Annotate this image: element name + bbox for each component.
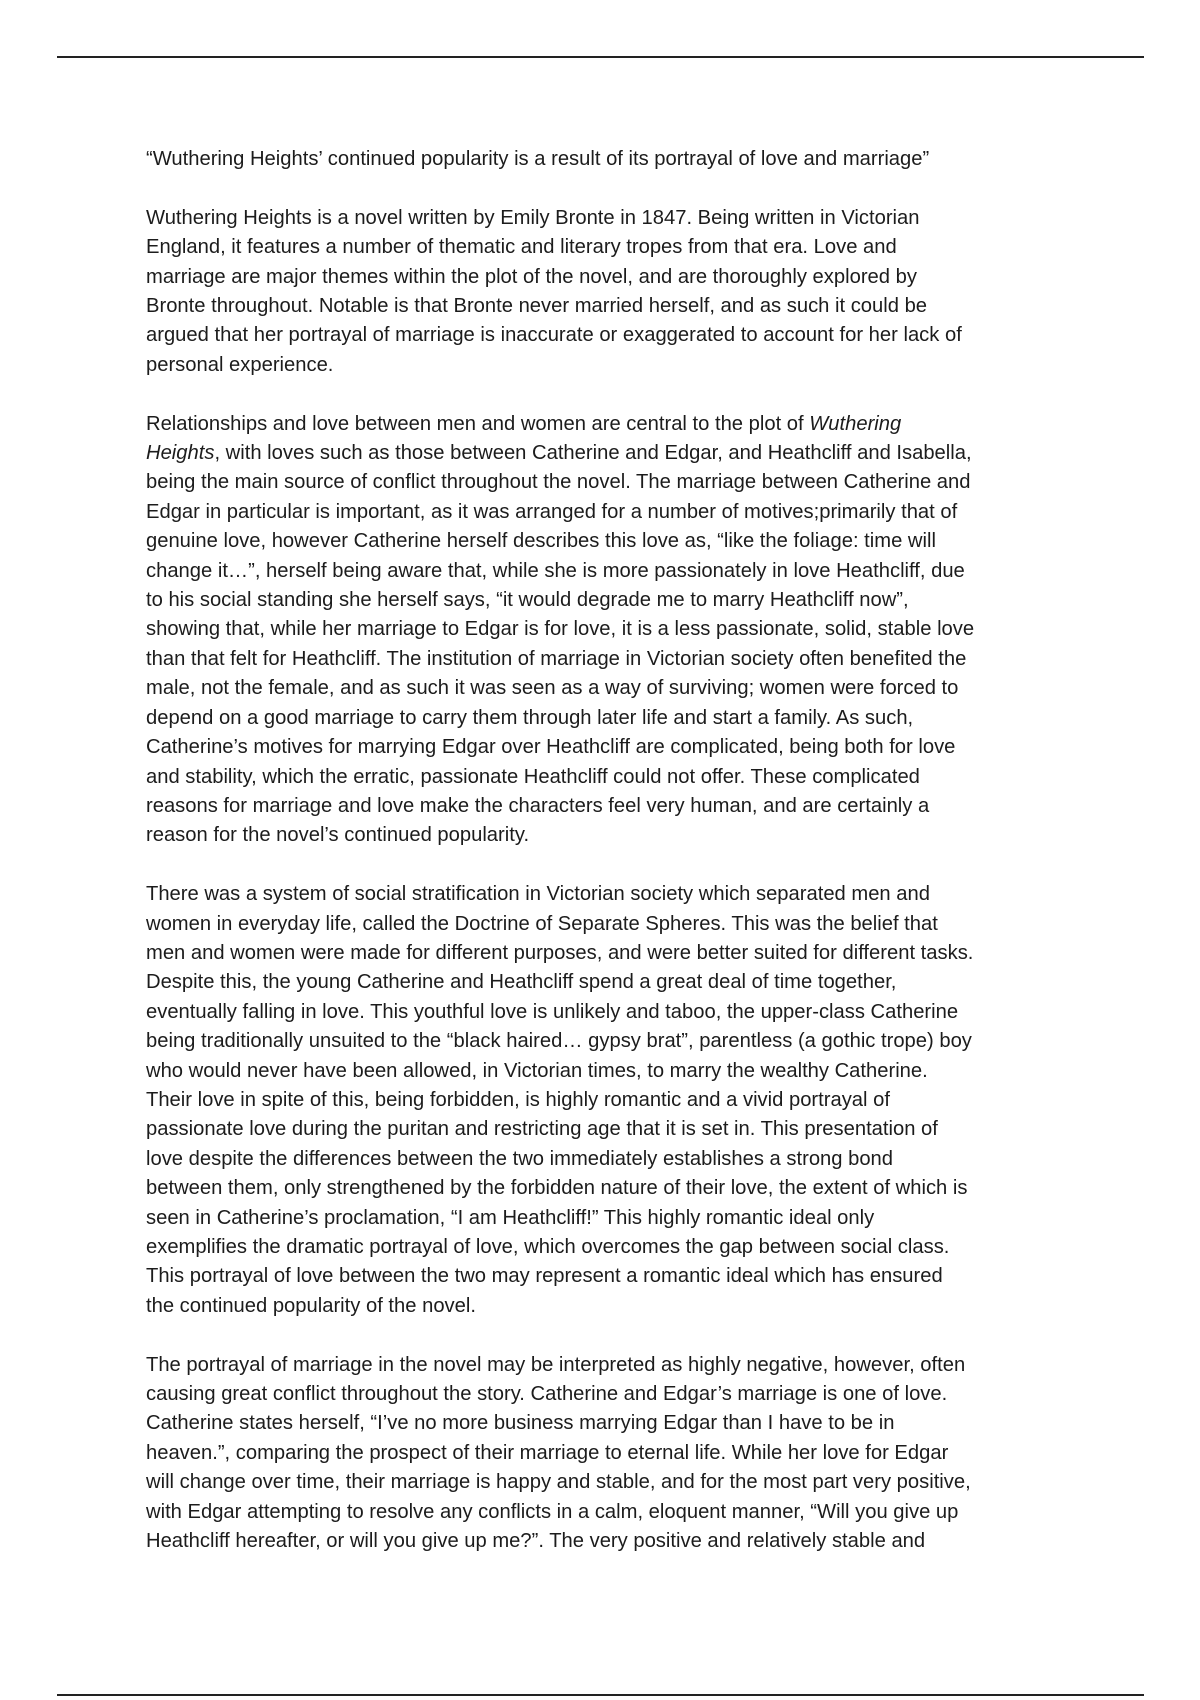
- paragraph-line: Wuthering Heights is a novel written by Emily Bronte in 1847. Being written in Victorian: [146, 206, 920, 229]
- paragraph-line: There was a system of social stratification in Victorian society which separated men and: [146, 883, 930, 906]
- paragraph-line: men and women were made for different purposes, and were better suited for different tasks.: [146, 941, 974, 964]
- paragraph-line: than that felt for Heathcliff. The institution of marriage in Victorian society often benefited the: [146, 647, 967, 670]
- paragraph-line: Edgar in particular is important, as it was arranged for a number of motives;primarily that of: [146, 500, 958, 523]
- paragraph-line: women in everyday life, called the Doctrine of Separate Spheres. This was the belief that: [146, 912, 938, 935]
- paragraph-text: , with loves such as those between Catherine and Edgar, and Heathcliff and Isabella,: [214, 442, 972, 465]
- novel-title-italic: Wuthering: [809, 412, 902, 435]
- paragraph-line: genuine love, however Catherine herself describes this love as, “like the foliage: time will: [146, 530, 936, 553]
- paragraph-line: marriage are major themes within the plot of the novel, and are thoroughly explored by: [146, 265, 917, 288]
- paragraph-4: [146, 1351, 1066, 1557]
- paragraph-line: Heathcliff hereafter, or will you give up me?”. The very positive and relatively stable and: [146, 1530, 926, 1553]
- paragraph-line: change it…”, herself being aware that, while she is more passionately in love Heathcliff, due: [146, 559, 965, 582]
- paragraph-line: passionate love during the puritan and restricting age that it is set in. This presentation of: [146, 1118, 938, 1141]
- paragraph-line: the continued popularity of the novel.: [146, 1294, 476, 1317]
- paragraph-line: causing great conflict throughout the story. Catherine and Edgar’s marriage is one of love.: [146, 1383, 948, 1405]
- paragraph-line: [146, 439, 1066, 468]
- paragraph-line: Despite this, the young Catherine and Heathcliff spend a great deal of time together,: [146, 971, 897, 994]
- paragraph-line: who would never have been allowed, in Victorian times, to marry the wealthy Catherine.: [146, 1059, 928, 1082]
- paragraph-line: love despite the differences between the two immediately establishes a strong bond: [146, 1147, 894, 1170]
- paragraph-line: between them, only strengthened by the forbidden nature of their love, the extent of which is: [146, 1177, 968, 1200]
- paragraph-line: [146, 410, 1066, 439]
- paragraph-line: will change over time, their marriage is happy and stable, and for the most part very positive,: [146, 1471, 971, 1494]
- paragraph-line: depend on a good marriage to carry them through later life and start a family. As such,: [146, 706, 914, 729]
- paragraph-line: Catherine’s motives for marrying Edgar over Heathcliff are complicated, being both for love: [146, 736, 956, 759]
- paragraph-2: [146, 410, 1066, 851]
- essay-title: “Wuthering Heights’ continued popularity is a result of its portrayal of love and marriage”: [146, 148, 930, 170]
- paragraph-line: Catherine states herself, “I’ve no more business marrying Edgar than I have to be in: [146, 1412, 895, 1435]
- paragraph-line: reasons for marriage and love make the characters feel very human, and are certainly a: [146, 794, 930, 817]
- paragraph-line: seen in Catherine’s proclamation, “I am Heathcliff!” This highly romantic ideal only: [146, 1206, 875, 1229]
- paragraph-text: Relationships and love between men and women are central to the plot of: [146, 412, 810, 435]
- paragraph-line: reason for the novel’s continued popularity.: [146, 824, 530, 847]
- paragraph-line: being the main source of conflict throughout the novel. The marriage between Catherine and: [146, 471, 971, 494]
- paragraph-line: being traditionally unsuited to the “black haired… gypsy brat”, parentless (a gothic trope) boy: [146, 1030, 972, 1053]
- paragraph-line: with Edgar attempting to resolve any conflicts in a calm, eloquent manner, “Will you give up: [146, 1500, 959, 1523]
- paragraph-1: [146, 204, 1066, 380]
- paragraph-line: This portrayal of love between the two may represent a romantic ideal which has ensured: [146, 1265, 943, 1288]
- paragraph-line: exemplifies the dramatic portrayal of love, which overcomes the gap between social class.: [146, 1235, 950, 1258]
- novel-title-italic: Heights: [146, 442, 215, 465]
- document-body: [146, 145, 1066, 1586]
- header-rule: [57, 56, 1144, 58]
- paragraph-line: male, not the female, and as such it was seen as a way of surviving; women were forced to: [146, 677, 959, 700]
- footer-rule: [57, 1694, 1144, 1696]
- paragraph-line: Their love in spite of this, being forbidden, is highly romantic and a vivid portrayal of: [146, 1088, 890, 1111]
- paragraph-line: heaven.”, comparing the prospect of their marriage to eternal life. While her love for Edgar: [146, 1441, 949, 1464]
- paragraph-3: [146, 880, 1066, 1321]
- paragraph-line: eventually falling in love. This youthful love is unlikely and taboo, the upper-class Catherine: [146, 1000, 959, 1023]
- paragraph-line: and stability, which the erratic, passionate Heathcliff could not offer. These complicated: [146, 765, 920, 788]
- paragraph-line: personal experience.: [146, 353, 334, 376]
- paragraph-line: The portrayal of marriage in the novel may be interpreted as highly negative, however, often: [146, 1353, 966, 1376]
- paragraph-line: showing that, while her marriage to Edgar is for love, it is a less passionate, solid, stable love: [146, 618, 975, 641]
- paragraph-line: Bronte throughout. Notable is that Bronte never married herself, and as such it could be: [146, 295, 928, 318]
- paragraph-line: argued that her portrayal of marriage is inaccurate or exaggerated to account for her lack of: [146, 324, 962, 347]
- paragraph-line: England, it features a number of thematic and literary tropes from that era. Love and: [146, 236, 897, 259]
- paragraph-line: to his social standing she herself says, “it would degrade me to marry Heathcliff now”,: [146, 589, 909, 612]
